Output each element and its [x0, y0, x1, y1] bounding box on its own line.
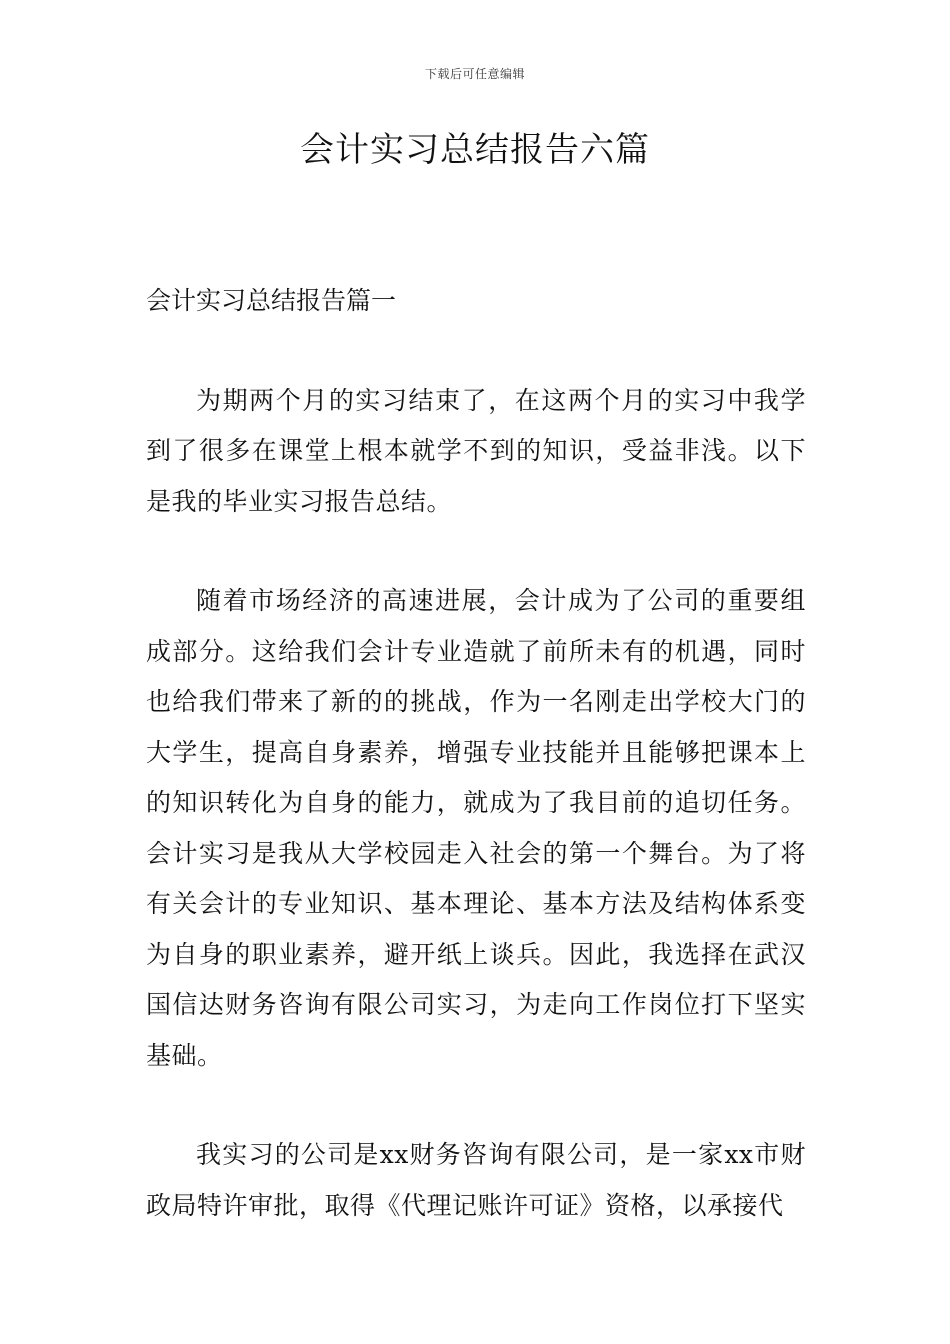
- section-heading: 会计实习总结报告篇一: [146, 286, 397, 315]
- spacer: [146, 527, 806, 576]
- paragraph-3: 我实习的公司是xx财务咨询有限公司，是一家xx市财政局特许审批，取得《代理记账许可证》资格，以承接代: [146, 1140, 806, 1220]
- paragraph-1: 为期两个月的实习结束了，在这两个月的实习中我学到了很多在课堂上根本就学不到的知识，受益非浅。以下是我的毕业实习报告总结。: [146, 385, 806, 516]
- paragraph-2: 随着市场经济的高速进展，会计成为了公司的重要组成部分。这给我们会计专业造就了前所未有的机遇，同时也给我们带来了新的的挑战，作为一名刚走出学校大门的大学生，提高自身素养，增强专业技能并且能够把课本上的知识转化为自身的能力，就成为了我目前的追切任务。会计实习是我从大学校园走入社会的第一个舞台。为了将有关会计的专业知识、基本理论、基本方法及结构体系变为自身的职业素养，避开纸上谈兵。因此，我选择在武汉国信达财务咨询有限公司实习，为走向工作岗位打下坚实基础。: [146, 586, 806, 1070]
- document-title: 会计实习总结报告六篇: [300, 130, 650, 170]
- spacer: [146, 1081, 806, 1130]
- document-body: [146, 276, 806, 1231]
- spacer: [146, 327, 806, 376]
- header-note: 下载后可任意编辑: [424, 67, 525, 81]
